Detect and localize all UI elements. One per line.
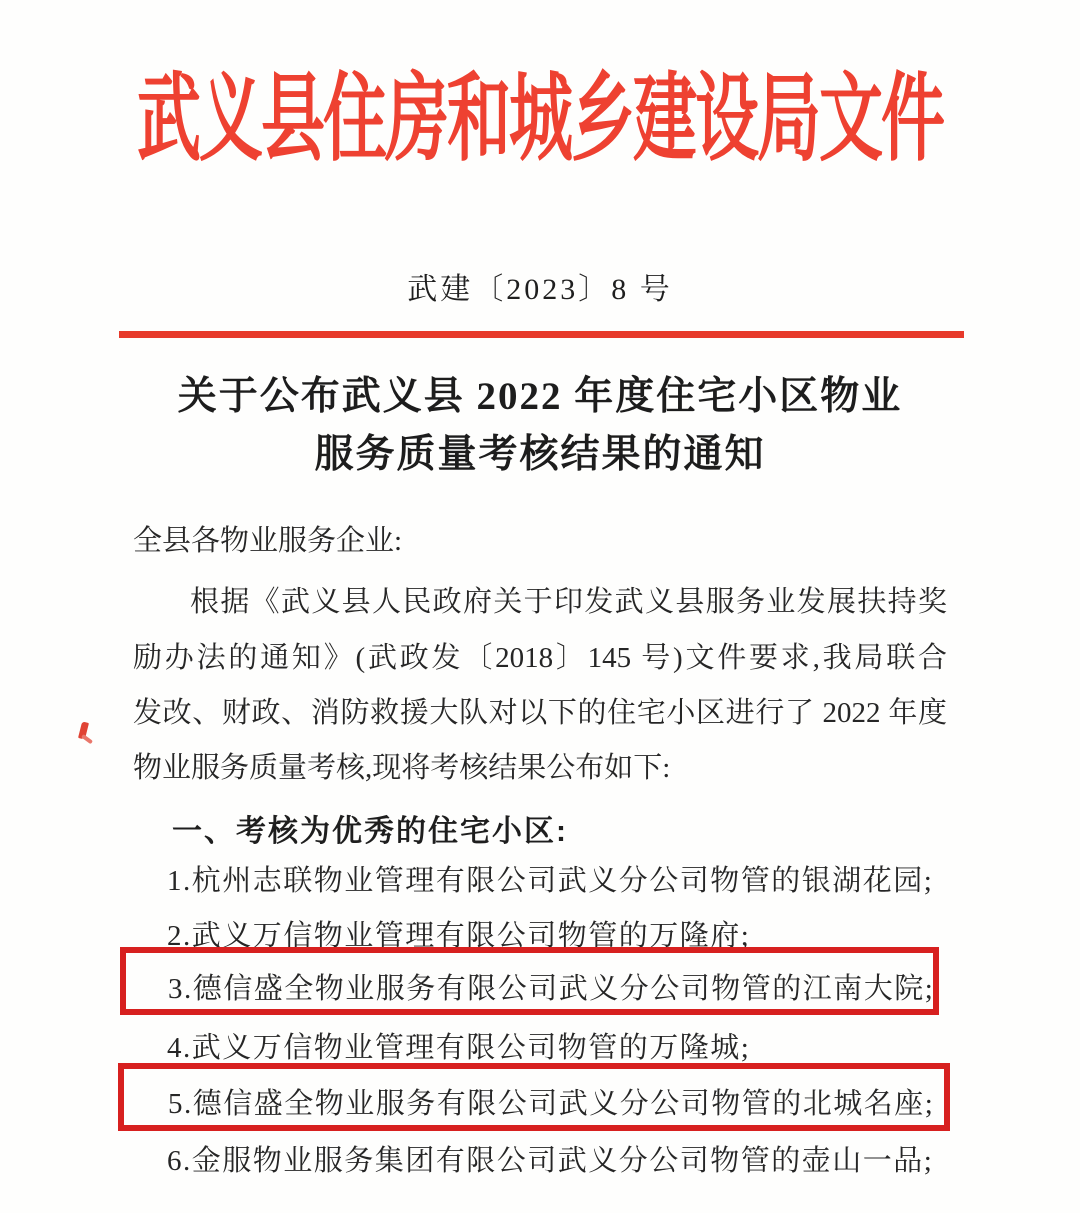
paragraph-line: 励办法的通知》(武政发〔2018〕145 号)文件要求,我局联合 [133,642,947,674]
notice-title-line1: 关于公布武义县 2022 年度住宅小区物业 [177,375,903,418]
notice-title-line2: 服务质量考核结果的通知 [314,433,766,476]
document-number: 武建〔2023〕8 号 [407,273,673,306]
paragraph-line: 物业服务质量考核,现将考核结果公布如下: [133,752,671,784]
list-item: 4.武义万信物业管理有限公司物管的万隆城; [167,1032,751,1064]
list-item-highlighted-red-box: 5.德信盛全物业服务有限公司武义分公司物管的北城名座; [118,1063,950,1131]
paragraph-line: 发改、财政、消防救援大队对以下的住宅小区进行了 2022 年度 [133,697,947,729]
red-divider-rule [119,331,964,338]
red-ink-mark [78,721,89,739]
salutation-line: 全县各物业服务企业: [133,525,403,557]
notice-title [0,368,1080,484]
paragraph-line: 根据《武义县人民政府关于印发武义县服务业发展扶持奖 [190,586,947,618]
list-item: 6.金服物业服务集团有限公司武义分公司物管的壶山一品; [167,1145,934,1177]
list-item: 1.杭州志联物业管理有限公司武义分公司物管的银湖花园; [167,865,934,897]
list-item-highlighted-red-box: 3.德信盛全物业服务有限公司武义分公司物管的江南大院; [120,947,939,1015]
list-item: 2.武义万信物业管理有限公司物管的万隆府; [167,920,751,952]
section-heading-excellent-communities: 一、考核为优秀的住宅小区: [172,815,568,848]
agency-letterhead-title: 武义县住房和城乡建设局文件 [137,66,943,173]
